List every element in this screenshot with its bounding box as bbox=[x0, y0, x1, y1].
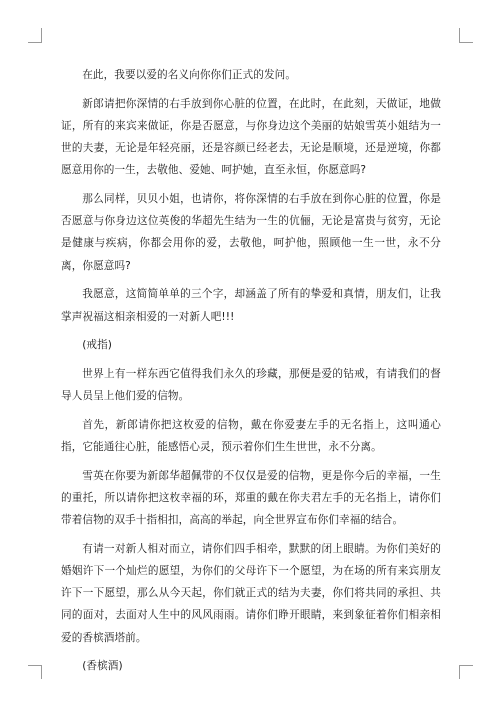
crop-mark-top-right-v bbox=[459, 28, 460, 42]
crop-mark-top-left-h bbox=[28, 42, 42, 43]
crop-mark-bottom-left-h bbox=[28, 665, 42, 666]
section-label: (戒指) bbox=[82, 339, 113, 352]
paragraph: 有请一对新人相对而立，请你们四手相牵，默默的闭上眼睛。为你们美好的婚姻许下一个灿烂的愿望，为你们的父母许下一个愿望，为在场的所有来宾朋友许下一下愿望，那么从今天起，你们就正式的结为夫妻，你们将共同的承担、共同的面对，去面对人生中的风风雨雨。请你们睁开眼睛，来到象征着你们相亲相爱的香槟酒塔前。 bbox=[61, 542, 441, 644]
paragraph: 在此，我要以爱的名义向你你们正式的发问。 bbox=[82, 69, 297, 81]
crop-mark-bottom-right-h bbox=[459, 665, 473, 666]
paragraph: 雪英在你要为新郎华超佩带的不仅仅是爱的信物，更是你今后的幸福，一生的重托，所以请你把这枚幸福的环，郑重的戴在你夫君左手的无名指上，请你们带着信物的双手十指相扣，高高的举起，向全世界宣布你们幸福的结合。 bbox=[61, 469, 441, 527]
paragraph: 世界上有一样东西它值得我们永久的珍藏，那便是爱的钻戒，有请我们的督导人员呈上他们爱的信物。 bbox=[61, 367, 441, 403]
paragraph: 我愿意，这简简单单的三个字，却涵盖了所有的挚爱和真情，朋友们，让我掌声祝福这相亲相爱的一对新人吧!!! bbox=[61, 288, 441, 323]
paragraph: 那么同样，贝贝小姐，也请你，将你深情的右手放在到你心脏的位置，你是否愿意与你身边这位英俊的华超先生结为一生的伉俪，无论是富贵与贫穷，无论是健康与疾病，你都会用你的爱，去敬他，呵护他，照顾他一生一世，永不分离，你愿意吗? bbox=[61, 193, 441, 272]
crop-mark-bottom-left-v bbox=[41, 665, 42, 679]
section-label: (香槟酒) bbox=[82, 660, 123, 673]
crop-mark-top-right-h bbox=[459, 42, 473, 43]
paragraph: 新郎请把你深情的右手放到你心脏的位置，在此时，在此刻，天做证，地做证，所有的来宾来做证，你是否愿意，与你身边这个美丽的姑娘雪英小姐结为一世的夫妻，无论是年轻亮丽，还是容颜已经老去，无论是顺境，还是逆境，你都愿意用你的一生，去敬他、爱她、呵护她，直至永恒，你愿意吗? bbox=[61, 97, 441, 177]
crop-mark-bottom-right-v bbox=[459, 665, 460, 679]
paragraph: 首先，新郎请你把这枚爱的信物，戴在你爱妻左手的无名指上，这叫通心指，它能通往心脏，能感悟心灵，预示着你们生生世世，永不分离。 bbox=[61, 418, 441, 454]
document-body bbox=[61, 64, 441, 684]
crop-mark-top-left-v bbox=[41, 28, 42, 42]
